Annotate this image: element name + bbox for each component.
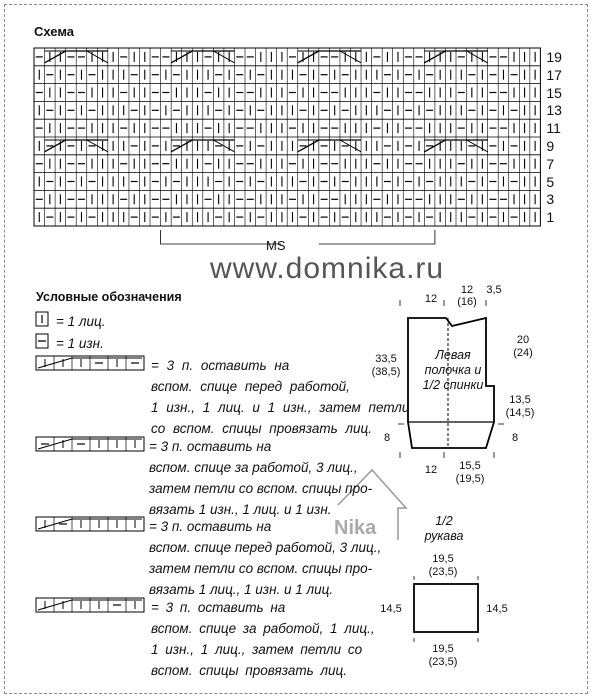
front-right-lower-dim: 13,5 (14,5) [505, 394, 535, 419]
legend-knit-text: = 1 лиц. [56, 314, 106, 329]
legend-cable4-text: = 3 п. оставить на вспом. спице за работой, 1 лиц., 1 изн., 1 лиц., затем петли со вспом. спицы провязать лиц. [151, 600, 375, 678]
legend-cable2-text: = 3 п. оставить на вспом. спице за работой, 3 лиц., затем петли со вспом. спицы про- вязать 1 изн., 1 лиц. и 1 изн. [149, 439, 373, 517]
sleeve-top-dim: 19,5 (23,5) [428, 553, 458, 578]
front-piece-label: Левая полочка и 1/2 спинки [422, 348, 484, 392]
sleeve-title: 1/2 рукава [424, 514, 464, 543]
repeat-label: MS [266, 238, 286, 253]
legend-purl-text: = 1 изн. [56, 336, 104, 351]
front-right-upper-dim: 20 (24) [513, 334, 533, 359]
front-bottom-right-dim: 15,5 (19,5) [455, 460, 485, 485]
row-number: 9 [546, 138, 555, 154]
row-number: 19 [546, 49, 562, 65]
front-right-rib-dim: 8 [511, 432, 519, 444]
row-number: 13 [546, 102, 562, 119]
row-number: 3 [546, 191, 555, 208]
scheme-title: Схема [34, 24, 75, 39]
front-top-right-dim: 3,5 [486, 284, 502, 296]
row-number: 17 [546, 66, 562, 83]
legend-title: Условные обозначения [36, 290, 182, 304]
row-number: 5 [546, 173, 555, 190]
row-number: 15 [546, 84, 562, 101]
front-left-height-dim: 33,5 (38,5) [371, 353, 401, 378]
sleeve-outline [414, 584, 478, 632]
front-top-mid-dim: 12 (16) [457, 284, 477, 308]
row-number: 7 [546, 155, 555, 172]
sleeve-right-dim: 14,5 [486, 603, 508, 615]
sleeve-bottom-dim: 19,5 (23,5) [428, 643, 458, 668]
front-top-left-dim: 12 [424, 293, 438, 305]
front-left-rib-dim: 8 [383, 432, 391, 444]
repeat-bracket [319, 230, 435, 244]
row-number: 1 [546, 209, 555, 226]
watermark: www.domnika.ru [210, 252, 445, 285]
nika-logo: Nika [334, 517, 377, 539]
front-bottom-left-dim: 12 [424, 464, 438, 476]
repeat-bracket [161, 230, 282, 244]
legend-cable1-text: = 3 п. оставить на вспом. спице перед работой, 1 изн., 1 лиц. и 1 изн., затем петли со вспом. спицы провязать лиц. [151, 358, 410, 436]
legend-cable3-text: = 3 п. оставить на вспом. спице перед работой, 3 лиц., затем петли со вспом. спицы про- вязать 1 лиц., 1 изн. и 1 лиц. [149, 519, 382, 597]
row-number: 11 [546, 120, 561, 137]
sleeve-left-dim: 14,5 [380, 603, 402, 615]
